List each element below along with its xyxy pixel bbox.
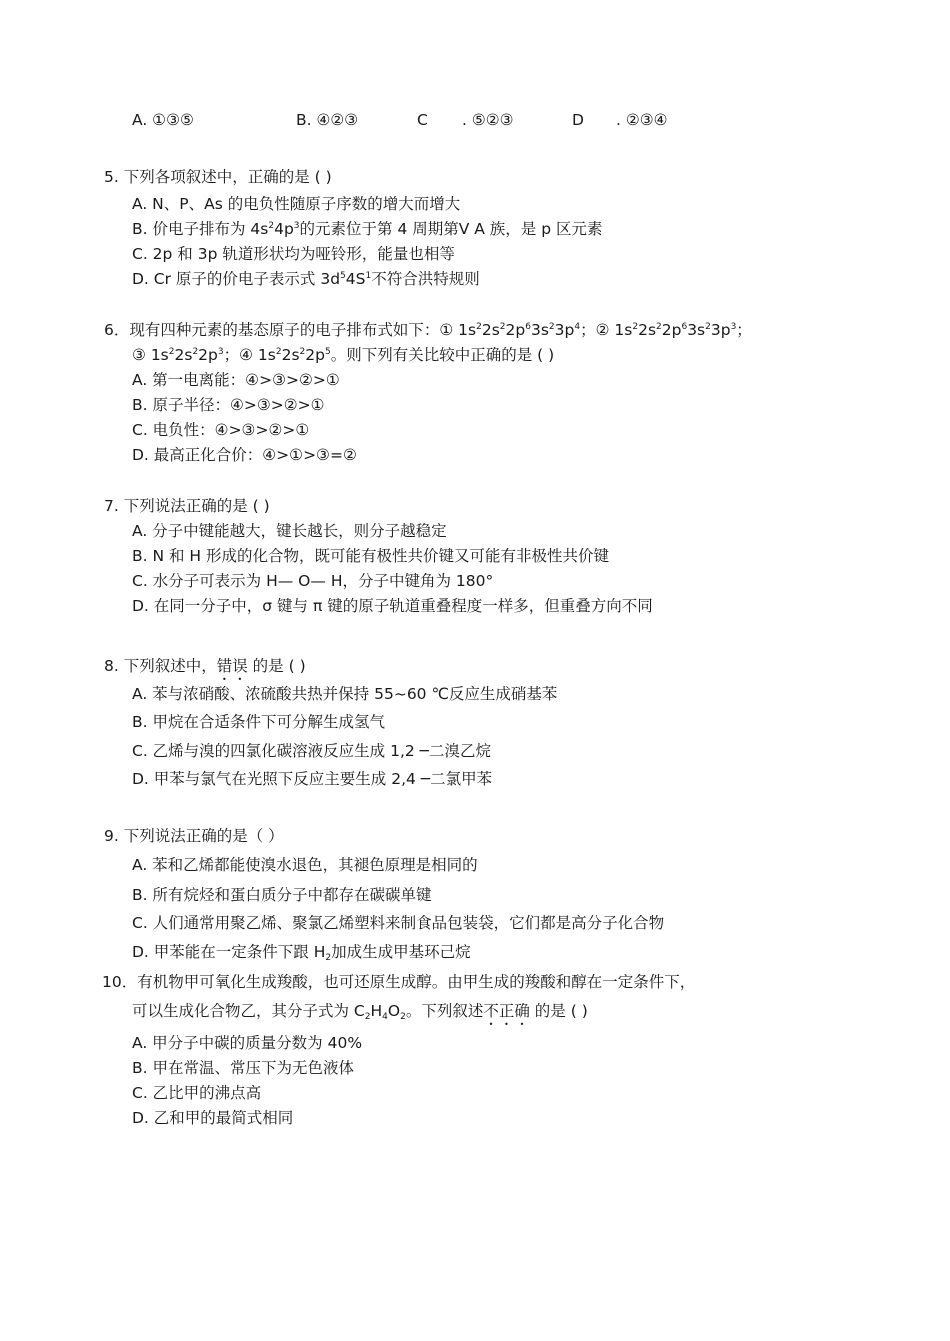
q5-option-a: A. N、P、As 的电负性随原子序数的增大而增大 <box>132 195 461 213</box>
q6-config-3 <box>169 346 224 364</box>
q9-option-d <box>132 942 471 962</box>
q6-config-2 <box>632 321 736 339</box>
electron-count: 2 <box>299 347 306 357</box>
q6-config-1 <box>476 321 580 339</box>
q7-stem: 7. 下列说法正确的是 ( ) <box>104 497 270 515</box>
electron-count: 2 <box>705 322 711 332</box>
electron-count: 2 <box>476 322 482 332</box>
q5-option-c: C. 2p 和 3p 轨道形状均为哑铃形，能量也相等 <box>132 245 455 263</box>
q8-option-d: D. 甲苯与氯气在光照下反应主要生成 2,4 ─二氯甲苯 <box>132 770 493 788</box>
orbital-label: 2s <box>481 321 500 339</box>
q4-option-d-value: . ②③④ <box>616 111 668 129</box>
q4-option-c-letter: C <box>417 111 428 129</box>
q5-b-sup-2: 3 <box>293 221 300 231</box>
orbital-label: 2p <box>661 321 682 339</box>
q9-d-text-2: 加成生成甲基环己烷 <box>331 943 471 961</box>
q5-stem: 5. 下列各项叙述中，正确的是 ( ) <box>104 168 332 186</box>
q5-b-sup-1: 2 <box>268 221 275 231</box>
q10-line2-mid: 。下列叙述 <box>405 1002 484 1020</box>
q10-option-b: B. 甲在常温、常压下为无色液体 <box>132 1059 354 1077</box>
orbital-label: 3s <box>687 321 706 339</box>
q10-sub-1: 2 <box>364 1012 371 1022</box>
q5-d-text-2: 4S <box>345 270 366 288</box>
q7-option-a: A. 分子中键能越大，键长越长，则分子越稳定 <box>132 522 447 540</box>
q6-separator-2: ；② 1s <box>580 321 633 339</box>
electron-count: 3 <box>730 322 737 332</box>
q9-option-a: A. 苯和乙烯都能使溴水退色，其褪色原理是相同的 <box>132 856 478 874</box>
orbital-label: 3s <box>530 321 549 339</box>
electron-count: 2 <box>548 322 555 332</box>
electron-count: 2 <box>275 347 282 357</box>
q5-option-d <box>132 269 480 289</box>
orbital-label: 3p <box>554 321 575 339</box>
orbital-label: 2p <box>505 321 526 339</box>
electron-count: 4 <box>574 322 581 332</box>
q5-b-text-2: 4p <box>274 220 294 238</box>
orbital-label: 2p <box>305 346 325 364</box>
orbital-label: 3p <box>710 321 731 339</box>
q7-option-b: B. N 和 H 形成的化合物，既可能有极性共价键又可能有非极性共价键 <box>132 547 610 565</box>
q10-o: O <box>387 1002 401 1020</box>
q10-stem-line-1: 10．有机物甲可氧化生成羧酸，也可还原生成醇。由甲生成的羧酸和醇在一定条件下， <box>102 973 696 991</box>
q10-option-d: D. 乙和甲的最简式相同 <box>132 1109 294 1127</box>
q9-option-b: B. 所有烷烃和蛋白质分子中都存在碳碳单键 <box>132 886 432 904</box>
electron-count: 3 <box>217 347 224 357</box>
q4-option-c-value: . ⑤②③ <box>462 111 514 129</box>
q6-stem-line-1 <box>104 320 752 340</box>
electron-count: 6 <box>681 322 688 332</box>
q10-option-c: C. 乙比甲的沸点高 <box>132 1084 262 1102</box>
q5-b-text-1: B. 价电子排布为 4s <box>132 220 269 238</box>
electron-count: 2 <box>656 322 662 332</box>
q6-line1-end: ； <box>736 321 752 339</box>
q6-stem-line-2 <box>132 345 554 365</box>
q4-options <box>132 110 852 130</box>
q9-d-text-1: D. 甲苯能在一定条件下跟 H <box>132 943 326 961</box>
q8-stem <box>104 656 306 684</box>
electron-count: 2 <box>499 322 506 332</box>
q7-option-d: D. 在同一分子中，σ 键与 π 键的原子轨道重叠程度一样多，但重叠方向不同 <box>132 597 653 615</box>
electron-count: 6 <box>525 322 531 332</box>
electron-count: 2 <box>632 322 639 332</box>
q6-line2-suffix: 。则下列有关比较中正确的是 ( ) <box>330 346 555 364</box>
orbital-label: 2p <box>198 346 218 364</box>
q8-option-c: C. 乙烯与溴的四氯化碳溶液反应生成 1,2 ─二溴乙烷 <box>132 742 492 760</box>
q6-separator-4: ；④ 1s <box>223 346 276 364</box>
q8-stem-suffix: 的是 ( ) <box>247 657 306 675</box>
q5-d-sup-1: 5 <box>340 271 346 281</box>
q6-option-c: C. 电负性：④>③>②>① <box>132 421 310 439</box>
q10-stem-line-2 <box>132 1001 588 1029</box>
q8-option-a: A. 苯与浓硝酸、浓硫酸共热并保持 55~60 ℃反应生成硝基苯 <box>132 685 558 703</box>
electron-count: 2 <box>168 347 175 357</box>
q10-sub-3: 2 <box>400 1012 406 1022</box>
q5-d-sup-2: 1 <box>365 271 372 281</box>
q6-line1-prefix: 6．现有四种元素的基态原子的电子排布式如下：① 1s <box>104 321 477 339</box>
orbital-label: 2s <box>281 346 300 364</box>
q8-stem-prefix: 8. 下列叙述中， <box>104 657 217 675</box>
q10-h: H <box>370 1002 383 1020</box>
q8-stem-emphasis: 错误 <box>216 657 248 675</box>
q6-option-a: A. 第一电离能：④>③>②>① <box>132 371 340 389</box>
q6-line2-prefix: ③ 1s <box>132 346 169 364</box>
orbital-label: 2s <box>174 346 193 364</box>
q9-stem: 9. 下列说法正确的是（ ） <box>104 827 284 845</box>
electron-count: 5 <box>324 347 331 357</box>
q4-option-d-letter: D <box>572 111 584 129</box>
q5-d-text-3: 不符合洪特规则 <box>371 270 480 288</box>
q10-sub-2: 4 <box>382 1012 388 1022</box>
orbital-label: 2s <box>638 321 657 339</box>
q5-b-text-3: 的元素位于第 4 周期第Ⅴ A 族，是 p 区元素 <box>299 220 603 238</box>
q9-d-sub: 2 <box>325 953 332 963</box>
q4-option-a: A. ①③⑤ <box>132 111 194 129</box>
q10-line2-prefix: 可以生成化合物乙，其分子式为 C <box>132 1002 365 1020</box>
q5-d-text-1: D. Cr 原子的价电子表示式 3d <box>132 270 341 288</box>
q6-config-4 <box>276 346 331 364</box>
q7-option-c: C. 水分子可表示为 H— O— H，分子中键角为 180° <box>132 572 494 590</box>
q10-line2-suffix: 的是 ( ) <box>529 1002 588 1020</box>
q6-option-d: D. 最高正化合价：④>①>③=② <box>132 446 357 464</box>
electron-count: 2 <box>192 347 199 357</box>
q6-option-b: B. 原子半径：④>③>②>① <box>132 396 325 414</box>
q8-option-b: B. 甲烷在合适条件下可分解生成氢气 <box>132 713 385 731</box>
q5-option-b <box>132 219 603 239</box>
q10-line2-emphasis: 不正确 <box>483 1002 530 1020</box>
q4-option-b: B. ④②③ <box>296 111 359 129</box>
q9-option-c: C. 人们通常用聚乙烯、聚氯乙烯塑料来制食品包装袋，它们都是高分子化合物 <box>132 914 665 932</box>
q10-option-a: A. 甲分子中碳的质量分数为 40% <box>132 1034 363 1052</box>
